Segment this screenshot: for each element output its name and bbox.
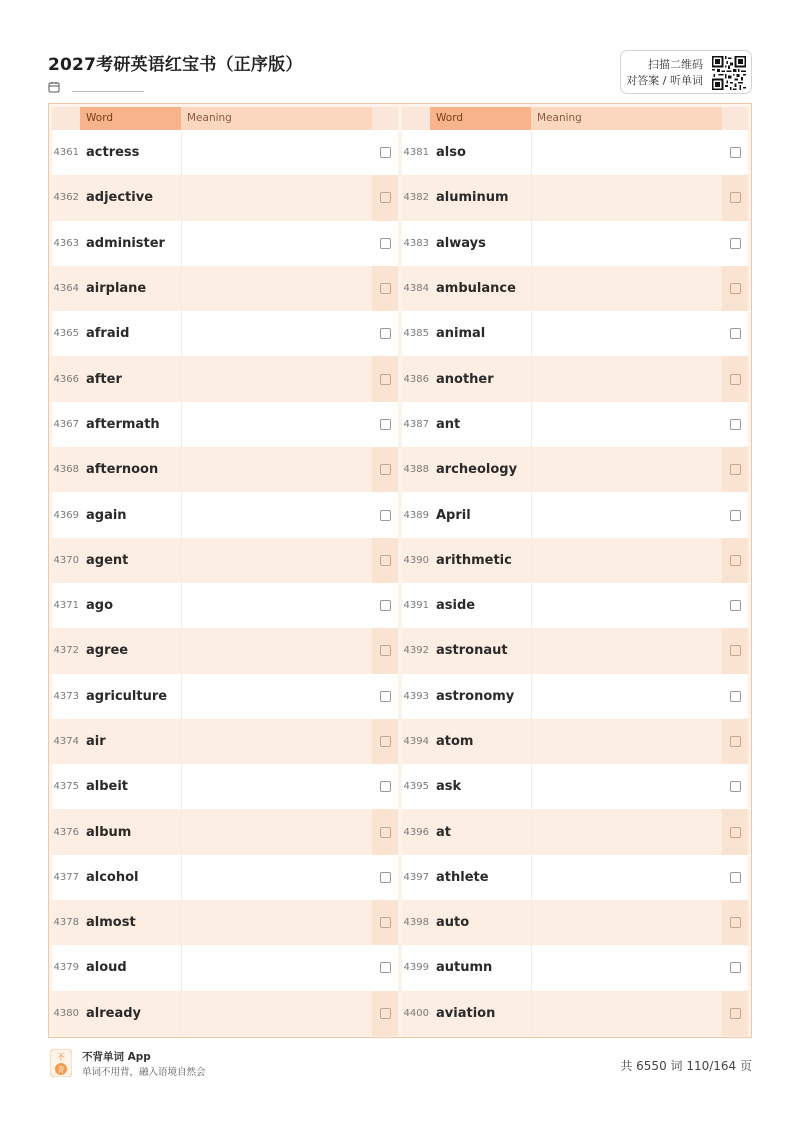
meaning-cell[interactable] (181, 447, 372, 492)
table-row (52, 266, 398, 311)
meaning-cell[interactable] (181, 719, 372, 764)
meaning-cell[interactable] (531, 719, 722, 764)
meaning-cell[interactable] (181, 855, 372, 900)
word-number: 4365 (53, 328, 79, 340)
checkbox-cell (372, 492, 398, 537)
meaning-header: Meaning (181, 107, 372, 130)
meaning-cell[interactable] (181, 266, 372, 311)
meaning-cell[interactable] (181, 764, 372, 809)
meaning-cell[interactable] (531, 900, 722, 945)
meaning-cell[interactable] (181, 628, 372, 673)
word-text: April (436, 507, 471, 523)
checkbox-cell (722, 492, 748, 537)
word-text: ago (86, 598, 114, 614)
table-row (402, 719, 748, 764)
table-rows-right (402, 130, 748, 1036)
checkbox-cell (722, 809, 748, 854)
word-text: again (86, 507, 127, 523)
word-number: 4379 (53, 962, 79, 974)
word-text: aluminum (436, 190, 509, 206)
checkbox-icon[interactable] (730, 374, 741, 385)
word-number: 4391 (403, 600, 429, 612)
meaning-cell[interactable] (531, 628, 722, 673)
word-text: album (86, 824, 132, 840)
meaning-cell[interactable] (181, 356, 372, 401)
word-text: auto (436, 915, 470, 931)
table-row (52, 900, 398, 945)
table-row (402, 538, 748, 583)
meaning-cell[interactable] (181, 674, 372, 719)
table-row (52, 221, 398, 266)
word-number: 4363 (53, 237, 79, 249)
checkbox-icon[interactable] (380, 374, 391, 385)
word-number: 4364 (53, 283, 79, 295)
meaning-cell[interactable] (531, 221, 722, 266)
checkbox-cell (372, 900, 398, 945)
table-row (52, 764, 398, 809)
checkbox-icon[interactable] (380, 917, 391, 928)
checkbox-icon[interactable] (730, 781, 741, 792)
word-number: 4373 (53, 690, 79, 702)
word-text: agent (86, 552, 129, 568)
meaning-cell[interactable] (181, 538, 372, 583)
word-number: 4367 (53, 418, 79, 430)
word-number: 4382 (403, 192, 429, 204)
table-row (402, 311, 748, 356)
qr-caption-line1: 扫描二维码 (648, 58, 703, 71)
word-text: aloud (86, 960, 127, 976)
word-number: 4381 (403, 147, 429, 159)
word-text: aftermath (86, 416, 160, 432)
word-text: after (86, 371, 122, 387)
table-row (52, 719, 398, 764)
table-row (402, 356, 748, 401)
checkbox-cell (722, 175, 748, 220)
word-number: 4380 (53, 1007, 79, 1019)
checkbox-cell (722, 628, 748, 673)
meaning-cell[interactable] (181, 492, 372, 537)
word-text: astronomy (436, 688, 515, 704)
checkbox-icon[interactable] (380, 781, 391, 792)
checkbox-cell (372, 855, 398, 900)
meaning-cell[interactable] (531, 945, 722, 990)
checkbox-icon[interactable] (380, 464, 391, 475)
word-text: afternoon (86, 462, 159, 478)
checkbox-icon[interactable] (380, 600, 391, 611)
table-row (52, 492, 398, 537)
table-row (402, 175, 748, 220)
word-text: autumn (436, 960, 493, 976)
table-header (402, 107, 748, 130)
table-row (52, 674, 398, 719)
checkbox-icon[interactable] (380, 147, 391, 158)
word-text: administer (86, 235, 165, 251)
app-slogan: 单词不用背，融入语境自然会 (82, 1067, 206, 1078)
checkbox-cell (722, 221, 748, 266)
word-number: 4388 (403, 464, 429, 476)
table-row (52, 855, 398, 900)
word-text: another (436, 371, 494, 387)
table-row (402, 583, 748, 628)
checkbox-icon[interactable] (730, 464, 741, 475)
meaning-cell[interactable] (531, 356, 722, 401)
checkbox-cell (722, 719, 748, 764)
page-info: 共 6550 词 110/164 页 (620, 1059, 752, 1073)
table-row (402, 809, 748, 854)
table-row (402, 900, 748, 945)
meaning-cell[interactable] (181, 221, 372, 266)
table-row (402, 945, 748, 990)
checkbox-cell (372, 764, 398, 809)
table-row (52, 628, 398, 673)
word-number: 4390 (403, 554, 429, 566)
word-text: adjective (86, 190, 154, 206)
table-row (402, 402, 748, 447)
table-row (402, 764, 748, 809)
word-number: 4377 (53, 871, 79, 883)
table-row (402, 130, 748, 175)
page-title: 2027考研英语红宝书（正序版） (48, 55, 303, 75)
table-row (402, 447, 748, 492)
checkbox-icon[interactable] (380, 645, 391, 656)
meaning-cell[interactable] (531, 175, 722, 220)
checkbox-cell (372, 945, 398, 990)
meaning-cell[interactable] (531, 402, 722, 447)
checkbox-cell (722, 583, 748, 628)
qr-caption (626, 57, 703, 89)
checkbox-icon[interactable] (730, 872, 741, 883)
calendar-icon (48, 81, 60, 93)
checkbox-cell (722, 266, 748, 311)
word-number: 4395 (403, 781, 429, 793)
table-rows-left (52, 130, 398, 1036)
table-header (52, 107, 398, 130)
word-number: 4392 (403, 645, 429, 657)
word-text: also (436, 145, 466, 161)
word-number: 4385 (403, 328, 429, 340)
checkbox-icon[interactable] (380, 510, 391, 521)
word-header: Word (430, 107, 531, 130)
word-number: 4368 (53, 464, 79, 476)
vocabulary-table (48, 103, 752, 1038)
checkbox-cell (722, 356, 748, 401)
meaning-cell[interactable] (181, 583, 372, 628)
word-text: animal (436, 326, 486, 342)
checkbox-cell (722, 900, 748, 945)
table-row (52, 447, 398, 492)
word-text: ant (436, 416, 461, 432)
table-row (52, 538, 398, 583)
word-text: agree (86, 643, 129, 659)
checkbox-icon[interactable] (730, 283, 741, 294)
checkbox-icon[interactable] (730, 691, 741, 702)
checkbox-cell (372, 674, 398, 719)
checkbox-icon[interactable] (380, 827, 391, 838)
word-number: 4396 (403, 826, 429, 838)
word-number: 4366 (53, 373, 79, 385)
word-number: 4378 (53, 917, 79, 929)
checkbox-cell (372, 628, 398, 673)
word-text: arithmetic (436, 552, 512, 568)
meaning-cell[interactable] (531, 991, 722, 1036)
checkbox-icon[interactable] (730, 962, 741, 973)
checkbox-icon[interactable] (730, 328, 741, 339)
table-row (52, 311, 398, 356)
word-text: agriculture (86, 688, 168, 704)
table-column-right (402, 107, 748, 1035)
checkbox-icon[interactable] (730, 555, 741, 566)
checkbox-icon[interactable] (380, 872, 391, 883)
table-row (402, 855, 748, 900)
checkbox-icon[interactable] (380, 691, 391, 702)
checkbox-cell (372, 311, 398, 356)
checkbox-cell (722, 945, 748, 990)
svg-text:不: 不 (57, 1053, 65, 1062)
app-logo-icon (50, 1049, 72, 1077)
meaning-cell[interactable] (531, 674, 722, 719)
app-name: 不背单词 App (82, 1051, 151, 1063)
word-number: 4400 (403, 1007, 429, 1019)
svg-text:背: 背 (57, 1066, 65, 1074)
meaning-cell[interactable] (531, 311, 722, 356)
table-row (52, 175, 398, 220)
word-number: 4387 (403, 418, 429, 430)
table-row (402, 991, 748, 1036)
table-row (402, 628, 748, 673)
checkbox-icon[interactable] (380, 283, 391, 294)
checkbox-icon[interactable] (730, 600, 741, 611)
table-row (52, 130, 398, 175)
checkbox-cell (372, 538, 398, 583)
meaning-header: Meaning (531, 107, 722, 130)
word-text: almost (86, 915, 136, 931)
checkbox-icon[interactable] (730, 1008, 741, 1019)
checkbox-cell (722, 991, 748, 1036)
table-row (52, 991, 398, 1036)
word-number: 4383 (403, 237, 429, 249)
table-column-left (52, 107, 398, 1035)
word-number: 4374 (53, 736, 79, 747)
checkbox-icon[interactable] (730, 827, 741, 838)
meaning-cell[interactable] (531, 764, 722, 809)
table-row (402, 221, 748, 266)
checkbox-cell (372, 991, 398, 1036)
word-text: aside (436, 598, 476, 614)
checkbox-cell (722, 764, 748, 809)
word-number: 4389 (403, 509, 429, 521)
word-text: albeit (86, 779, 129, 795)
word-text: ask (436, 779, 462, 795)
meaning-cell[interactable] (531, 538, 722, 583)
checkbox-cell (372, 266, 398, 311)
checkbox-cell (722, 402, 748, 447)
meaning-cell[interactable] (531, 809, 722, 854)
table-row (52, 583, 398, 628)
qr-caption-line2: 对答案 / 听单词 (626, 74, 703, 87)
word-number: 4397 (403, 871, 429, 883)
checkbox-icon[interactable] (380, 962, 391, 973)
meaning-cell[interactable] (181, 900, 372, 945)
word-number: 4372 (53, 645, 79, 657)
meaning-cell[interactable] (181, 991, 372, 1036)
checkbox-icon[interactable] (380, 1008, 391, 1019)
word-number: 4362 (53, 192, 79, 204)
meaning-cell[interactable] (181, 130, 372, 175)
checkbox-icon[interactable] (380, 555, 391, 566)
checkbox-cell (722, 130, 748, 175)
checkbox-icon[interactable] (380, 238, 391, 249)
word-text: ambulance (436, 281, 516, 297)
table-row (402, 266, 748, 311)
checkbox-cell (372, 130, 398, 175)
checkbox-cell (372, 583, 398, 628)
word-text: afraid (86, 326, 130, 342)
checkbox-icon[interactable] (730, 645, 741, 656)
word-number: 4369 (53, 509, 79, 521)
checkbox-cell (372, 402, 398, 447)
word-text: astronaut (436, 643, 508, 659)
checkbox-icon[interactable] (730, 510, 741, 521)
checkbox-icon[interactable] (730, 147, 741, 158)
checkbox-icon[interactable] (380, 419, 391, 430)
word-text: actress (86, 145, 140, 161)
word-text: always (436, 235, 486, 251)
word-number: 4371 (53, 600, 79, 612)
word-number: 4376 (53, 826, 79, 838)
word-number: 4361 (53, 147, 79, 159)
checkbox-cell (372, 809, 398, 854)
checkbox-cell (372, 356, 398, 401)
meaning-cell[interactable] (531, 492, 722, 537)
checkbox-icon[interactable] (730, 238, 741, 249)
meaning-cell[interactable] (181, 311, 372, 356)
checkbox-icon[interactable] (730, 736, 741, 747)
word-number: 4393 (403, 690, 429, 702)
word-text: airplane (86, 281, 147, 297)
word-text: air (86, 734, 106, 749)
word-text: already (86, 1005, 142, 1021)
date-field-line[interactable] (72, 91, 144, 92)
checkbox-cell (722, 855, 748, 900)
meaning-cell[interactable] (181, 175, 372, 220)
checkbox-cell (722, 538, 748, 583)
qr-code-icon[interactable] (712, 56, 746, 90)
word-number: 4399 (403, 962, 429, 974)
checkbox-cell (722, 447, 748, 492)
meaning-cell[interactable] (531, 583, 722, 628)
checkbox-icon[interactable] (380, 328, 391, 339)
word-text: atom (436, 734, 474, 749)
word-number: 4386 (403, 373, 429, 385)
table-row (52, 809, 398, 854)
meaning-cell[interactable] (181, 809, 372, 854)
checkbox-cell (372, 221, 398, 266)
qr-card[interactable] (620, 50, 752, 94)
table-row (52, 945, 398, 990)
table-row (402, 492, 748, 537)
meaning-cell[interactable] (181, 402, 372, 447)
word-text: aviation (436, 1005, 496, 1021)
table-row (52, 356, 398, 401)
table-row (402, 674, 748, 719)
checkbox-cell (372, 719, 398, 764)
meaning-cell[interactable] (531, 447, 722, 492)
word-text: at (436, 824, 451, 840)
word-number: 4375 (53, 781, 79, 793)
word-header: Word (80, 107, 181, 130)
checkbox-icon[interactable] (380, 192, 391, 203)
meaning-cell[interactable] (531, 130, 722, 175)
checkbox-cell (372, 175, 398, 220)
checkbox-icon[interactable] (730, 192, 741, 203)
checkbox-icon[interactable] (730, 917, 741, 928)
meaning-cell[interactable] (531, 266, 722, 311)
table-row (52, 402, 398, 447)
checkbox-cell (722, 674, 748, 719)
meaning-cell[interactable] (531, 855, 722, 900)
word-text: athlete (436, 869, 489, 885)
word-number: 4394 (403, 736, 429, 747)
word-text: archeology (436, 462, 518, 478)
date-row (48, 80, 60, 94)
checkbox-icon[interactable] (380, 736, 391, 747)
checkbox-icon[interactable] (730, 419, 741, 430)
word-number: 4384 (403, 283, 429, 295)
checkbox-cell (372, 447, 398, 492)
checkbox-cell (722, 311, 748, 356)
meaning-cell[interactable] (181, 945, 372, 990)
word-number: 4370 (53, 554, 79, 566)
word-number: 4398 (403, 917, 429, 929)
word-text: alcohol (86, 869, 139, 885)
